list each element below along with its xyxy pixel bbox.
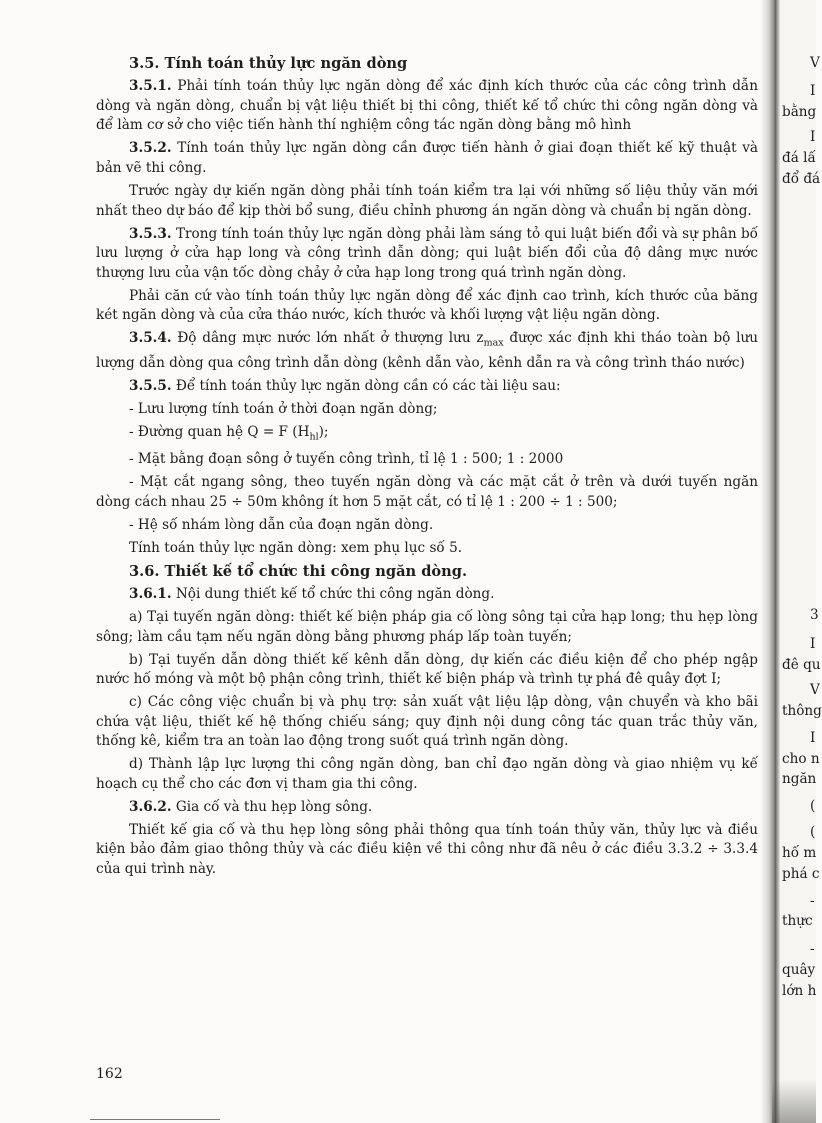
next-page-text: thực <box>782 913 813 929</box>
footer-rule <box>90 1119 220 1120</box>
paragraph-3-5-5 <box>96 377 758 397</box>
next-page-text: I <box>810 636 816 652</box>
clause-number: 3.5.1. <box>129 78 172 95</box>
next-page-text: ngăn <box>782 771 817 787</box>
paragraph-text: Gia cố và thu hẹp lòng sông. <box>171 798 373 815</box>
next-page-text: V <box>810 682 820 698</box>
next-page-text: đổ đá <box>782 171 821 187</box>
next-page-text: phá c <box>782 866 820 882</box>
paragraph-3-5-4 <box>96 329 758 373</box>
list-text: ); <box>318 423 329 440</box>
paragraph-3-5-3 <box>96 225 758 284</box>
next-page-fragment <box>780 0 822 1123</box>
item-a: a) Tại tuyến ngăn dòng: thiết kế biện pháp gia cố lòng sông tại cửa hạp long; thu hẹp lòng sông; làm cầu tạm nếu ngăn dòng bằng phương pháp lấp toàn tuyến; <box>96 608 758 645</box>
next-page-text: đê qu <box>782 657 821 673</box>
list-item: - Mặt cắt ngang sông, theo tuyến ngăn dòng và các mặt cắt ở trên và dưới tuyến ngăn dòng cách nhau 25 ÷ 50m không ít hơn 5 mặt cắt, có tỉ lệ 1 : 200 ÷ 1 : 500; <box>96 474 758 510</box>
next-page-text: V <box>810 55 820 71</box>
next-page-text: - <box>810 941 815 957</box>
list-item: - Lưu lượng tính toán ở thời đoạn ngăn dòng; <box>129 400 438 417</box>
paragraph-3-5-1 <box>96 77 758 136</box>
book-spine-shadow <box>762 0 776 1123</box>
next-page-text: 3 <box>810 607 819 623</box>
paragraph-text: Độ dâng mực nước lớn nhất ở thượng lưu z <box>171 330 484 347</box>
item-d: d) Thành lập lực lượng thi công ngăn dòng, ban chỉ đạo ngăn dòng và giao nhiệm vụ kế hoạch cụ thể cho các đơn vị tham gia thi công. <box>96 756 758 792</box>
list-item: - Hệ số nhám lòng dẫn của đoạn ngăn dòng. <box>129 516 434 533</box>
paragraph-final: Thiết kế gia cố và thu hẹp lòng sông phải thông qua tính toán thủy văn, thủy lực và điều kiện bảo đảm giao thông thủy và các điều kiện về thi công như đã nêu ở các điều 3.3.2 ÷ 3.3.4 của qui trình này. <box>96 821 758 878</box>
paragraph-text: Trong tính toán thủy lực ngăn dòng phải làm sáng tỏ qui luật biến đổi và sự phân bố lưu lượng ở cửa hạp long và công trình dẫn dòng; qui luật biến đổi của độ dâng mực nước thượng lưu của vận tốc dòng chảy ở cửa hạp long trong quá trình ngăn dòng. <box>96 225 758 281</box>
list-text: - Đường quan hệ Q = F (H <box>129 423 310 440</box>
next-page-text: đá lấ <box>782 150 816 166</box>
next-page-text: bằng <box>782 104 817 120</box>
list-item: - Mặt bằng đoạn sông ở tuyến công trình, tỉ lệ 1 : 500; 1 : 2000 <box>129 451 564 468</box>
next-page-text: quây <box>782 962 816 978</box>
item-b: b) Tại tuyến dẫn dòng thiết kế kênh dẫn dòng, dự kiến các điều kiện để cho phép ngập nước hố móng và một bộ phận công trình, thiết kế biện pháp và trình tự phá đê quây đợt I; <box>96 651 758 688</box>
clause-number: 3.5.3. <box>129 225 172 242</box>
section-heading-3-6: 3.6. Thiết kế tổ chức thi công ngăn dòng. <box>129 562 468 580</box>
clause-number: 3.6.2. <box>129 798 172 815</box>
next-page-text: thông <box>782 703 822 719</box>
paragraph-text: được xác định khi tháo toàn bộ lưu lượng dẫn dòng qua công trình dẫn dòng (kênh dẫn vào, kênh dẫn ra và công trình tháo nước) <box>96 330 758 371</box>
paragraph-3-5-2 <box>96 139 758 178</box>
binding-shadow <box>772 1080 816 1123</box>
paragraph-text: Nội dung thiết kế tổ chức thi công ngăn dòng. <box>171 585 495 602</box>
list-item <box>96 423 758 447</box>
paragraph-forecast-check: Trước ngày dự kiến ngăn dòng phải tính toán kiểm tra lại với những số liệu thủy văn mới nhất theo dự báo để kịp thời bổ sung, điều chỉnh phương án ngăn dòng và chuẩn bị ngăn dòng. <box>96 182 758 219</box>
clause-number: 3.5.4. <box>129 330 172 347</box>
page-body <box>96 54 758 883</box>
paragraph-text: Phải tính toán thủy lực ngăn dòng để xác định kích thước của các công trình dẫn dòng và ngăn dòng, chuẩn bị vật liệu thiết bị thi công, thiết kế tổ chức thi công ngăn dòng và để làm cơ sở cho việc tiến hành thí nghiệm công tác ngăn dòng bằng mô hình <box>96 78 758 134</box>
clause-number: 3.5.5. <box>129 377 172 394</box>
next-page-text: I <box>810 129 816 145</box>
paragraph-dimensions: Phải căn cứ vào tính toán thủy lực ngăn dòng để xác định cao trình, kích thước của băng két ngăn dòng và của cửa tháo nước, kích thước và khối lượng vật liệu ngăn dòng. <box>96 287 758 324</box>
next-page-text: ( <box>810 824 816 840</box>
next-page-text: lớn h <box>782 983 817 999</box>
next-page-text: hố m <box>782 845 817 861</box>
paragraph-text: Để tính toán thủy lực ngăn dòng cần có các tài liệu sau: <box>171 377 561 394</box>
paragraph-text: Tính toán thủy lực ngăn dòng cần được tiến hành ở giai đoạn thiết kế kỹ thuật và bản vẽ thi công. <box>96 140 758 176</box>
section-heading-3-5: 3.5. Tính toán thủy lực ngăn dòng <box>129 55 408 72</box>
next-page-text: ( <box>810 798 816 814</box>
page-number: 162 <box>96 1066 123 1082</box>
clause-number: 3.5.2. <box>129 140 172 157</box>
clause-number: 3.6.1. <box>129 585 172 602</box>
item-c: c) Các công việc chuẩn bị và phụ trợ: sản xuất vật liệu lập dòng, vận chuyển và kho bãi chứa vật liệu, thiết kế hệ thống chiếu sáng; quy định nội dung công tác quan trắc thủy văn, thống kê, kiểm tra an toàn lao động trong suốt quá trình ngăn dòng. <box>96 694 758 750</box>
next-page-text: I <box>810 730 816 746</box>
paragraph-3-6-1 <box>96 585 758 605</box>
subscript-max: max <box>483 337 504 349</box>
appendix-reference: Tính toán thủy lực ngăn dòng: xem phụ lục số 5. <box>129 539 463 556</box>
subscript-hl: hl <box>309 431 319 443</box>
next-page-text: cho n <box>782 751 820 767</box>
next-page-text: I <box>810 83 816 99</box>
paragraph-3-6-2 <box>96 798 758 818</box>
next-page-text: - <box>810 893 815 909</box>
